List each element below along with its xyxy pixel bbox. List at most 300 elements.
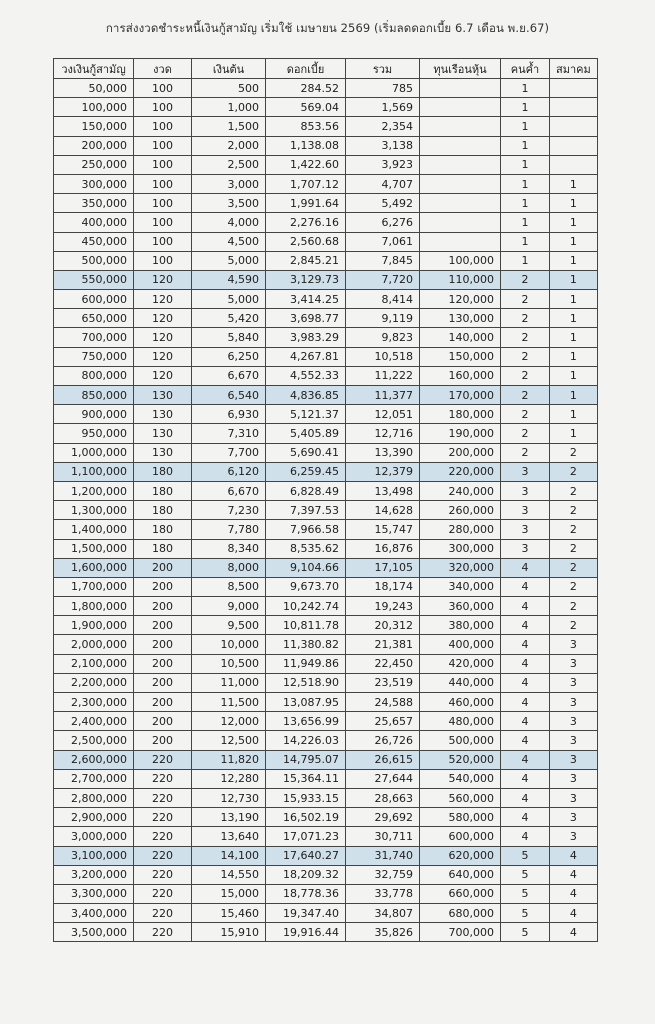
installments-cell: 120 xyxy=(134,270,192,289)
association-cell: 1 xyxy=(550,251,598,270)
table-row xyxy=(54,865,598,884)
installments-cell: 200 xyxy=(134,693,192,712)
principal-cell: 7,700 xyxy=(192,443,266,462)
principal-cell: 15,460 xyxy=(192,904,266,923)
loan-amount-cell: 3,400,000 xyxy=(54,904,134,923)
installments-cell: 100 xyxy=(134,232,192,251)
guarantors-cell: 4 xyxy=(501,597,550,616)
guarantors-cell: 4 xyxy=(501,654,550,673)
share-capital-cell: 500,000 xyxy=(420,731,501,750)
association-cell: 2 xyxy=(550,616,598,635)
share-capital-cell: 640,000 xyxy=(420,865,501,884)
interest-cell: 7,397.53 xyxy=(266,501,346,520)
loan-amount-cell: 1,600,000 xyxy=(54,558,134,577)
interest-cell: 5,121.37 xyxy=(266,405,346,424)
total-cell: 5,492 xyxy=(346,194,420,213)
table-row xyxy=(54,635,598,654)
loan-amount-cell: 1,300,000 xyxy=(54,501,134,520)
total-cell: 14,628 xyxy=(346,501,420,520)
guarantors-cell: 3 xyxy=(501,481,550,500)
guarantors-cell: 5 xyxy=(501,884,550,903)
installments-cell: 100 xyxy=(134,213,192,232)
association-cell: 3 xyxy=(550,693,598,712)
share-capital-cell: 170,000 xyxy=(420,386,501,405)
principal-cell: 3,000 xyxy=(192,174,266,193)
share-capital-cell: 660,000 xyxy=(420,884,501,903)
loan-amount-cell: 2,500,000 xyxy=(54,731,134,750)
loan-amount-cell: 650,000 xyxy=(54,309,134,328)
association-cell: 2 xyxy=(550,481,598,500)
association-cell: 1 xyxy=(550,366,598,385)
principal-cell: 13,190 xyxy=(192,808,266,827)
principal-cell: 14,100 xyxy=(192,846,266,865)
principal-cell: 1,000 xyxy=(192,98,266,117)
interest-cell: 3,129.73 xyxy=(266,270,346,289)
interest-cell: 5,405.89 xyxy=(266,424,346,443)
table-row xyxy=(54,79,598,98)
installments-cell: 130 xyxy=(134,443,192,462)
association-cell xyxy=(550,136,598,155)
loan-amount-cell: 250,000 xyxy=(54,155,134,174)
total-cell: 7,061 xyxy=(346,232,420,251)
principal-cell: 15,910 xyxy=(192,923,266,942)
principal-cell: 4,500 xyxy=(192,232,266,251)
guarantors-cell: 3 xyxy=(501,520,550,539)
total-cell: 18,174 xyxy=(346,577,420,596)
loan-amount-cell: 1,200,000 xyxy=(54,481,134,500)
interest-cell: 11,380.82 xyxy=(266,635,346,654)
principal-cell: 1,500 xyxy=(192,117,266,136)
interest-cell: 6,259.45 xyxy=(266,462,346,481)
share-capital-cell: 540,000 xyxy=(420,769,501,788)
share-capital-cell: 380,000 xyxy=(420,616,501,635)
document-title: การส่งงวดชำระหนี้เงินกู้สามัญ เริ่มใช้ เมษายน 2569 (เริ่มลดดอกเบี้ย 6.7 เดือน พ.ย.67) xyxy=(105,21,550,35)
installments-cell: 100 xyxy=(134,98,192,117)
installments-cell: 180 xyxy=(134,539,192,558)
table-row xyxy=(54,232,598,251)
association-cell: 3 xyxy=(550,635,598,654)
guarantors-cell: 2 xyxy=(501,366,550,385)
share-capital-cell: 420,000 xyxy=(420,654,501,673)
header-interest: ดอกเบี้ย xyxy=(266,59,346,79)
guarantors-cell: 3 xyxy=(501,501,550,520)
installments-cell: 220 xyxy=(134,769,192,788)
total-cell: 9,823 xyxy=(346,328,420,347)
principal-cell: 6,670 xyxy=(192,366,266,385)
principal-cell: 6,670 xyxy=(192,481,266,500)
interest-cell: 853.56 xyxy=(266,117,346,136)
guarantors-cell: 4 xyxy=(501,788,550,807)
principal-cell: 15,000 xyxy=(192,884,266,903)
loan-amount-cell: 3,100,000 xyxy=(54,846,134,865)
principal-cell: 5,000 xyxy=(192,251,266,270)
table-row xyxy=(54,290,598,309)
interest-cell: 2,276.16 xyxy=(266,213,346,232)
header-share-capital: ทุนเรือนหุ้น xyxy=(420,59,501,79)
loan-amount-cell: 300,000 xyxy=(54,174,134,193)
interest-cell: 4,836.85 xyxy=(266,386,346,405)
principal-cell: 500 xyxy=(192,79,266,98)
association-cell: 3 xyxy=(550,712,598,731)
loan-amount-cell: 1,900,000 xyxy=(54,616,134,635)
guarantors-cell: 5 xyxy=(501,904,550,923)
share-capital-cell: 180,000 xyxy=(420,405,501,424)
total-cell: 12,379 xyxy=(346,462,420,481)
share-capital-cell: 120,000 xyxy=(420,290,501,309)
total-cell: 21,381 xyxy=(346,635,420,654)
guarantors-cell: 4 xyxy=(501,808,550,827)
association-cell: 1 xyxy=(550,270,598,289)
association-cell: 4 xyxy=(550,865,598,884)
loan-amount-cell: 1,800,000 xyxy=(54,597,134,616)
total-cell: 11,377 xyxy=(346,386,420,405)
interest-cell: 5,690.41 xyxy=(266,443,346,462)
total-cell: 13,498 xyxy=(346,481,420,500)
guarantors-cell: 4 xyxy=(501,693,550,712)
guarantors-cell: 1 xyxy=(501,194,550,213)
association-cell: 3 xyxy=(550,750,598,769)
loan-amount-cell: 2,900,000 xyxy=(54,808,134,827)
header-principal: เงินต้น xyxy=(192,59,266,79)
total-cell: 20,312 xyxy=(346,616,420,635)
table-row xyxy=(54,386,598,405)
table-row xyxy=(54,654,598,673)
header-installments: งวด xyxy=(134,59,192,79)
share-capital-cell: 240,000 xyxy=(420,481,501,500)
total-cell: 26,726 xyxy=(346,731,420,750)
principal-cell: 5,000 xyxy=(192,290,266,309)
installments-cell: 220 xyxy=(134,884,192,903)
principal-cell: 11,000 xyxy=(192,673,266,692)
total-cell: 12,051 xyxy=(346,405,420,424)
association-cell xyxy=(550,117,598,136)
installments-cell: 120 xyxy=(134,290,192,309)
association-cell: 1 xyxy=(550,213,598,232)
principal-cell: 14,550 xyxy=(192,865,266,884)
principal-cell: 6,120 xyxy=(192,462,266,481)
share-capital-cell: 600,000 xyxy=(420,827,501,846)
association-cell: 2 xyxy=(550,577,598,596)
table-row xyxy=(54,347,598,366)
association-cell xyxy=(550,155,598,174)
share-capital-cell: 190,000 xyxy=(420,424,501,443)
loan-amount-cell: 2,600,000 xyxy=(54,750,134,769)
principal-cell: 9,500 xyxy=(192,616,266,635)
share-capital-cell xyxy=(420,155,501,174)
guarantors-cell: 2 xyxy=(501,328,550,347)
share-capital-cell: 260,000 xyxy=(420,501,501,520)
principal-cell: 8,340 xyxy=(192,539,266,558)
principal-cell: 7,780 xyxy=(192,520,266,539)
total-cell: 3,923 xyxy=(346,155,420,174)
table-row xyxy=(54,366,598,385)
installments-cell: 100 xyxy=(134,155,192,174)
guarantors-cell: 1 xyxy=(501,251,550,270)
total-cell: 4,707 xyxy=(346,174,420,193)
interest-cell: 284.52 xyxy=(266,79,346,98)
interest-cell: 16,502.19 xyxy=(266,808,346,827)
table-row xyxy=(54,251,598,270)
loan-amount-cell: 700,000 xyxy=(54,328,134,347)
table-row xyxy=(54,884,598,903)
principal-cell: 5,840 xyxy=(192,328,266,347)
installments-cell: 100 xyxy=(134,194,192,213)
installments-cell: 100 xyxy=(134,79,192,98)
interest-cell: 6,828.49 xyxy=(266,481,346,500)
total-cell: 3,138 xyxy=(346,136,420,155)
loan-amount-cell: 800,000 xyxy=(54,366,134,385)
guarantors-cell: 5 xyxy=(501,865,550,884)
table-body xyxy=(54,79,598,942)
association-cell: 2 xyxy=(550,443,598,462)
interest-cell: 1,707.12 xyxy=(266,174,346,193)
installments-cell: 100 xyxy=(134,251,192,270)
header-guarantors: คนค้ำ xyxy=(501,59,550,79)
share-capital-cell: 360,000 xyxy=(420,597,501,616)
share-capital-cell xyxy=(420,98,501,117)
header-loan-amount: วงเงินกู้สามัญ xyxy=(54,59,134,79)
interest-cell: 9,104.66 xyxy=(266,558,346,577)
total-cell: 23,519 xyxy=(346,673,420,692)
share-capital-cell: 460,000 xyxy=(420,693,501,712)
installments-cell: 100 xyxy=(134,174,192,193)
share-capital-cell: 200,000 xyxy=(420,443,501,462)
guarantors-cell: 1 xyxy=(501,117,550,136)
total-cell: 8,414 xyxy=(346,290,420,309)
principal-cell: 12,730 xyxy=(192,788,266,807)
principal-cell: 13,640 xyxy=(192,827,266,846)
principal-cell: 2,000 xyxy=(192,136,266,155)
table-row xyxy=(54,309,598,328)
guarantors-cell: 3 xyxy=(501,539,550,558)
interest-cell: 15,933.15 xyxy=(266,788,346,807)
interest-cell: 12,518.90 xyxy=(266,673,346,692)
association-cell: 2 xyxy=(550,520,598,539)
total-cell: 28,663 xyxy=(346,788,420,807)
association-cell: 2 xyxy=(550,501,598,520)
interest-cell: 17,071.23 xyxy=(266,827,346,846)
table-row xyxy=(54,597,598,616)
total-cell: 27,644 xyxy=(346,769,420,788)
installments-cell: 200 xyxy=(134,731,192,750)
table-row xyxy=(54,788,598,807)
table-row xyxy=(54,174,598,193)
guarantors-cell: 4 xyxy=(501,769,550,788)
total-cell: 33,778 xyxy=(346,884,420,903)
installments-cell: 200 xyxy=(134,577,192,596)
total-cell: 35,826 xyxy=(346,923,420,942)
share-capital-cell xyxy=(420,174,501,193)
table-row xyxy=(54,846,598,865)
association-cell xyxy=(550,98,598,117)
interest-cell: 569.04 xyxy=(266,98,346,117)
loan-installment-table xyxy=(53,58,598,942)
association-cell: 4 xyxy=(550,904,598,923)
share-capital-cell xyxy=(420,194,501,213)
loan-amount-cell: 3,300,000 xyxy=(54,884,134,903)
association-cell: 1 xyxy=(550,328,598,347)
table-row xyxy=(54,328,598,347)
installments-cell: 180 xyxy=(134,481,192,500)
total-cell: 9,119 xyxy=(346,309,420,328)
total-cell: 7,845 xyxy=(346,251,420,270)
interest-cell: 10,242.74 xyxy=(266,597,346,616)
association-cell: 4 xyxy=(550,923,598,942)
total-cell: 24,588 xyxy=(346,693,420,712)
principal-cell: 10,500 xyxy=(192,654,266,673)
share-capital-cell: 130,000 xyxy=(420,309,501,328)
interest-cell: 11,949.86 xyxy=(266,654,346,673)
interest-cell: 1,138.08 xyxy=(266,136,346,155)
total-cell: 11,222 xyxy=(346,366,420,385)
interest-cell: 10,811.78 xyxy=(266,616,346,635)
loan-amount-cell: 450,000 xyxy=(54,232,134,251)
interest-cell: 19,347.40 xyxy=(266,904,346,923)
installments-cell: 180 xyxy=(134,501,192,520)
loan-amount-cell: 3,500,000 xyxy=(54,923,134,942)
table-row xyxy=(54,136,598,155)
loan-amount-cell: 50,000 xyxy=(54,79,134,98)
table-row xyxy=(54,712,598,731)
principal-cell: 4,590 xyxy=(192,270,266,289)
principal-cell: 6,540 xyxy=(192,386,266,405)
share-capital-cell: 520,000 xyxy=(420,750,501,769)
principal-cell: 3,500 xyxy=(192,194,266,213)
loan-amount-cell: 1,400,000 xyxy=(54,520,134,539)
guarantors-cell: 1 xyxy=(501,98,550,117)
guarantors-cell: 4 xyxy=(501,731,550,750)
interest-cell: 7,966.58 xyxy=(266,520,346,539)
header-total: รวม xyxy=(346,59,420,79)
guarantors-cell: 5 xyxy=(501,923,550,942)
association-cell: 3 xyxy=(550,827,598,846)
installments-cell: 200 xyxy=(134,597,192,616)
share-capital-cell: 320,000 xyxy=(420,558,501,577)
loan-amount-cell: 1,700,000 xyxy=(54,577,134,596)
share-capital-cell: 100,000 xyxy=(420,251,501,270)
share-capital-cell: 160,000 xyxy=(420,366,501,385)
principal-cell: 11,500 xyxy=(192,693,266,712)
share-capital-cell xyxy=(420,213,501,232)
share-capital-cell: 340,000 xyxy=(420,577,501,596)
principal-cell: 9,000 xyxy=(192,597,266,616)
share-capital-cell: 110,000 xyxy=(420,270,501,289)
total-cell: 34,807 xyxy=(346,904,420,923)
principal-cell: 12,500 xyxy=(192,731,266,750)
loan-amount-cell: 2,400,000 xyxy=(54,712,134,731)
table-row xyxy=(54,481,598,500)
installments-cell: 220 xyxy=(134,827,192,846)
association-cell: 1 xyxy=(550,309,598,328)
loan-amount-cell: 550,000 xyxy=(54,270,134,289)
installments-cell: 200 xyxy=(134,712,192,731)
guarantors-cell: 4 xyxy=(501,635,550,654)
guarantors-cell: 4 xyxy=(501,577,550,596)
installments-cell: 220 xyxy=(134,923,192,942)
principal-cell: 7,310 xyxy=(192,424,266,443)
association-cell: 3 xyxy=(550,673,598,692)
total-cell: 2,354 xyxy=(346,117,420,136)
table-row xyxy=(54,731,598,750)
installments-cell: 200 xyxy=(134,673,192,692)
interest-cell: 17,640.27 xyxy=(266,846,346,865)
loan-amount-cell: 900,000 xyxy=(54,405,134,424)
loan-amount-cell: 500,000 xyxy=(54,251,134,270)
guarantors-cell: 2 xyxy=(501,443,550,462)
interest-cell: 14,226.03 xyxy=(266,731,346,750)
interest-cell: 18,209.32 xyxy=(266,865,346,884)
guarantors-cell: 1 xyxy=(501,136,550,155)
guarantors-cell: 1 xyxy=(501,155,550,174)
total-cell: 785 xyxy=(346,79,420,98)
share-capital-cell: 280,000 xyxy=(420,520,501,539)
total-cell: 15,747 xyxy=(346,520,420,539)
interest-cell: 9,673.70 xyxy=(266,577,346,596)
share-capital-cell: 700,000 xyxy=(420,923,501,942)
table-row xyxy=(54,194,598,213)
table-row xyxy=(54,539,598,558)
loan-amount-cell: 950,000 xyxy=(54,424,134,443)
association-cell: 1 xyxy=(550,232,598,251)
installments-cell: 200 xyxy=(134,635,192,654)
association-cell: 1 xyxy=(550,424,598,443)
total-cell: 22,450 xyxy=(346,654,420,673)
table-row xyxy=(54,558,598,577)
interest-cell: 15,364.11 xyxy=(266,769,346,788)
guarantors-cell: 2 xyxy=(501,347,550,366)
table-row xyxy=(54,213,598,232)
share-capital-cell: 560,000 xyxy=(420,788,501,807)
interest-cell: 3,983.29 xyxy=(266,328,346,347)
header-row xyxy=(54,59,598,79)
loan-amount-cell: 2,100,000 xyxy=(54,654,134,673)
total-cell: 6,276 xyxy=(346,213,420,232)
table-row xyxy=(54,904,598,923)
total-cell: 30,711 xyxy=(346,827,420,846)
guarantors-cell: 2 xyxy=(501,405,550,424)
association-cell: 1 xyxy=(550,290,598,309)
association-cell: 2 xyxy=(550,539,598,558)
table-row xyxy=(54,462,598,481)
header-association: สมาคม xyxy=(550,59,598,79)
principal-cell: 8,500 xyxy=(192,577,266,596)
share-capital-cell xyxy=(420,79,501,98)
principal-cell: 6,250 xyxy=(192,347,266,366)
total-cell: 16,876 xyxy=(346,539,420,558)
interest-cell: 13,087.95 xyxy=(266,693,346,712)
installments-cell: 180 xyxy=(134,462,192,481)
principal-cell: 5,420 xyxy=(192,309,266,328)
guarantors-cell: 3 xyxy=(501,462,550,481)
interest-cell: 14,795.07 xyxy=(266,750,346,769)
loan-amount-cell: 1,100,000 xyxy=(54,462,134,481)
table-row xyxy=(54,577,598,596)
table-row xyxy=(54,443,598,462)
association-cell: 1 xyxy=(550,347,598,366)
total-cell: 10,518 xyxy=(346,347,420,366)
share-capital-cell: 140,000 xyxy=(420,328,501,347)
installments-cell: 130 xyxy=(134,424,192,443)
table-header xyxy=(54,59,598,79)
table-row xyxy=(54,270,598,289)
table-row xyxy=(54,405,598,424)
principal-cell: 8,000 xyxy=(192,558,266,577)
guarantors-cell: 5 xyxy=(501,846,550,865)
interest-cell: 3,414.25 xyxy=(266,290,346,309)
loan-amount-cell: 2,300,000 xyxy=(54,693,134,712)
guarantors-cell: 4 xyxy=(501,616,550,635)
interest-cell: 3,698.77 xyxy=(266,309,346,328)
